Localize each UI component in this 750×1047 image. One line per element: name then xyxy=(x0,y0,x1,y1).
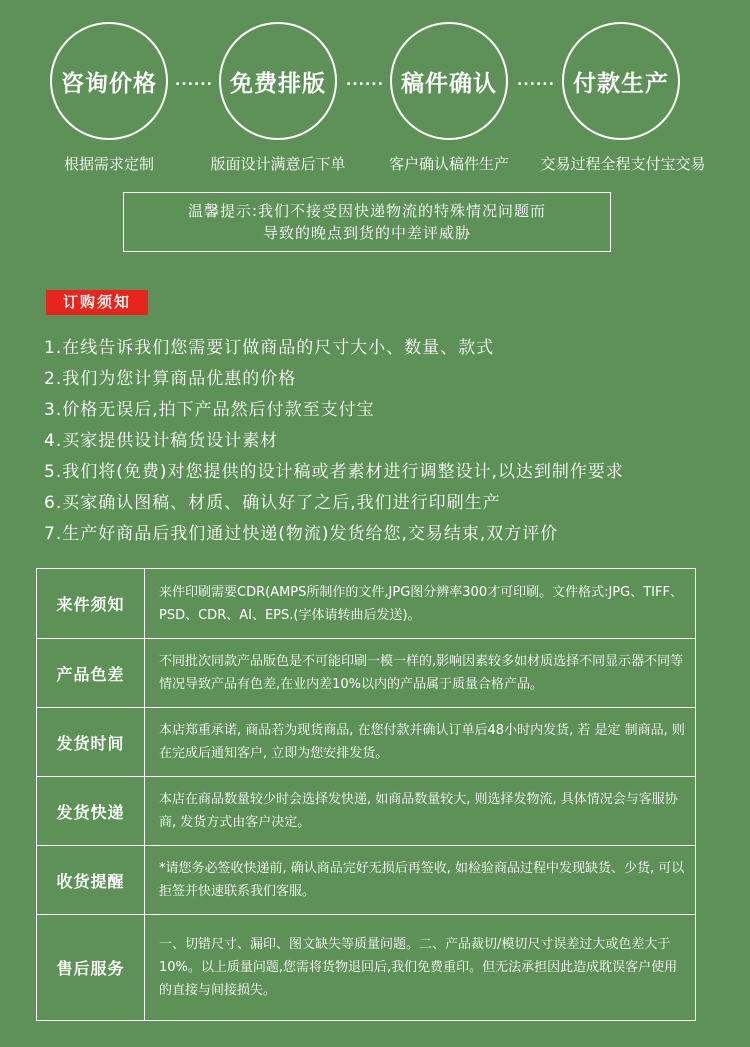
step-desc-consult: 根据需求定制 xyxy=(63,155,154,173)
step-circle-confirm: 稿件确认 xyxy=(390,22,508,140)
row-label-after-sales: 售后服务 xyxy=(37,915,145,1021)
notice-line-1: 温馨提示:我们不接受因快递物流的特殊情况问题而 xyxy=(187,202,547,220)
row-label-file-notice: 来件须知 xyxy=(37,569,145,639)
step-circle-consult: 咨询价格 xyxy=(50,22,168,140)
table-row xyxy=(37,777,696,846)
process-steps xyxy=(0,0,750,190)
row-label-receipt-reminder: 收货提醒 xyxy=(37,846,145,915)
step-desc-layout: 版面设计满意后下单 xyxy=(210,155,346,173)
row-label-shipping-time: 发货时间 xyxy=(37,708,145,777)
table-row xyxy=(37,708,696,777)
info-table xyxy=(36,568,696,1021)
row-content-color-diff: 不同批次同款产品版色是不可能印刷一模一样的,影响因素较多如材质选择不同显示器不同等情况导致产品有色差,在业内差10%以内的产品属于质量合格产品。 xyxy=(145,639,696,708)
step-desc-payment: 交易过程全程支付宝交易 xyxy=(540,155,706,173)
order-guide-title: 订购须知 xyxy=(46,290,148,315)
table-row xyxy=(37,569,696,639)
step-circle-payment: 付款生产 xyxy=(562,22,680,140)
list-item: 4.买家提供设计稿货设计素材 xyxy=(44,431,279,451)
table-row xyxy=(37,915,696,1021)
table-row xyxy=(37,639,696,708)
list-item: 1.在线告诉我们您需要订做商品的尺寸大小、数量、款式 xyxy=(44,338,495,358)
list-item: 3.价格无误后,拍下产品然后付款至支付宝 xyxy=(44,400,375,420)
row-content-shipping-time: 本店郑重承诺, 商品若为现货商品, 在您付款并确认订单后48小时内发货, 若 是定 制商品, 则在完成后通知客户, 立即为您安排发货。 xyxy=(145,708,696,777)
notice-line-2: 导致的晚点到货的中差评威胁 xyxy=(262,224,471,242)
list-item: 5.我们将(免费)对您提供的设计稿或者素材进行调整设计,以达到制作要求 xyxy=(44,462,624,482)
warm-notice-box xyxy=(123,192,611,252)
step-separator: ...... xyxy=(346,73,384,89)
list-item: 6.买家确认图稿、材质、确认好了之后,我们进行印刷生产 xyxy=(44,493,501,513)
row-content-shipping-express: 本店在商品数量较少时会选择发快递, 如商品数量较大, 则选择发物流, 具体情况会与客服协商, 发货方式由客户决定。 xyxy=(145,777,696,846)
order-guide-list xyxy=(44,333,724,550)
table-row xyxy=(37,846,696,915)
step-desc-confirm: 客户确认稿件生产 xyxy=(388,155,509,173)
row-content-file-notice: 来件印刷需要CDR(AMPS所制作的文件,JPG图分辨率300才可印刷。文件格式:JPG、TIFF、PSD、CDR、AI、EPS.(字体请转曲后发送)。 xyxy=(145,569,696,639)
step-separator: ...... xyxy=(517,73,555,89)
step-circle-layout: 免费排版 xyxy=(219,22,337,140)
row-label-color-diff: 产品色差 xyxy=(37,639,145,708)
row-label-shipping-express: 发货快递 xyxy=(37,777,145,846)
row-content-after-sales: 一、切错尺寸、漏印、图文缺失等质量问题。二、产品裁切/模切尺寸误差过大或色差大于10%。以上质量问题,您需将货物退回后,我们免费重印。但无法承担因此造成耽误客户使用的直接与间接损失。 xyxy=(145,915,696,1021)
row-content-receipt-reminder: *请您务必签收快递前, 确认商品完好无损后再签收, 如检验商品过程中发现缺货、少货, 可以拒签并快速联系我们客服。 xyxy=(145,846,696,915)
list-item: 7.生产好商品后我们通过快递(物流)发货给您,交易结束,双方评价 xyxy=(44,524,559,544)
list-item: 2.我们为您计算商品优惠的价格 xyxy=(44,369,297,389)
step-separator: ...... xyxy=(175,73,213,89)
